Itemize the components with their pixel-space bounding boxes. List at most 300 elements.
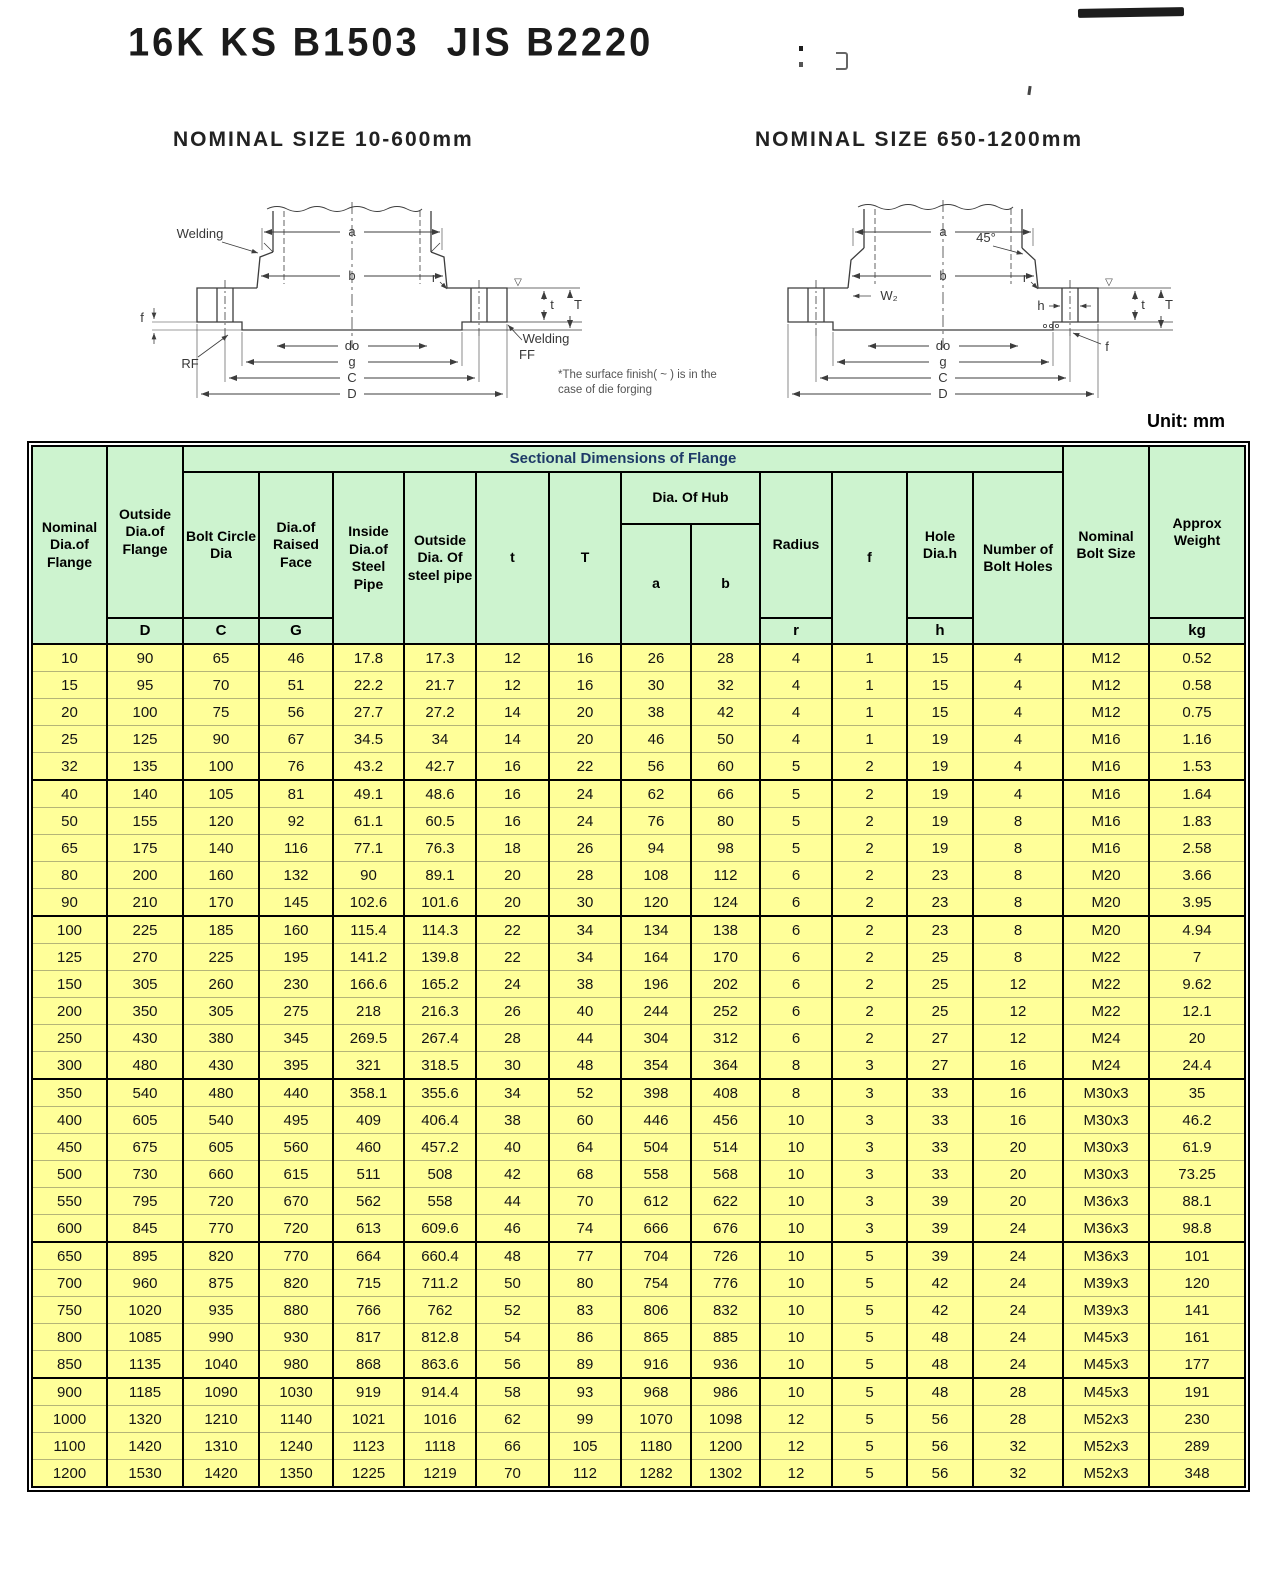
table-row xyxy=(32,1079,1245,1107)
table-cell: 61.9 xyxy=(1149,1134,1245,1161)
table-cell: 94 xyxy=(621,835,691,862)
table-cell: 66 xyxy=(691,780,760,808)
table-cell: 25 xyxy=(32,726,107,753)
table-cell: 12 xyxy=(476,644,549,672)
table-cell: 34 xyxy=(549,916,621,944)
table-cell: 318.5 xyxy=(404,1052,476,1080)
table-cell: 34 xyxy=(404,726,476,753)
table-cell: 1 xyxy=(832,726,907,753)
scan-artifact xyxy=(799,62,803,67)
table-cell: 50 xyxy=(691,726,760,753)
table-cell: 4 xyxy=(760,699,832,726)
table-cell: M24 xyxy=(1063,1025,1149,1052)
table-cell: 196 xyxy=(621,971,691,998)
table-cell: 24.4 xyxy=(1149,1052,1245,1080)
table-cell: 711.2 xyxy=(404,1270,476,1297)
table-cell: 935 xyxy=(183,1297,259,1324)
dim-h-label: h xyxy=(1037,298,1045,313)
table-cell: 12 xyxy=(476,672,549,699)
flange-drawing-small-sizes xyxy=(112,196,604,421)
table-cell: 766 xyxy=(333,1297,404,1324)
table-cell: 90 xyxy=(183,726,259,753)
table-cell: 230 xyxy=(1149,1406,1245,1433)
table-cell: 5 xyxy=(832,1297,907,1324)
table-cell: 1350 xyxy=(259,1460,333,1488)
table-cell: 6 xyxy=(760,862,832,889)
table-cell: 150 xyxy=(32,971,107,998)
table-cell: 568 xyxy=(691,1161,760,1188)
table-cell: 20 xyxy=(476,889,549,917)
table-row xyxy=(32,672,1245,699)
table-cell: 715 xyxy=(333,1270,404,1297)
table-cell: 164 xyxy=(621,944,691,971)
table-cell: 6 xyxy=(760,998,832,1025)
table-cell: 6 xyxy=(760,971,832,998)
table-cell: 225 xyxy=(183,944,259,971)
table-cell: 48 xyxy=(907,1378,973,1406)
table-cell: 750 xyxy=(32,1297,107,1324)
table-cell: 40 xyxy=(549,998,621,1025)
flange-drawing-large-sizes xyxy=(703,196,1195,421)
table-cell: 845 xyxy=(107,1215,183,1243)
table-cell: 4 xyxy=(973,672,1063,699)
table-cell: 125 xyxy=(32,944,107,971)
dim-f-label: f xyxy=(140,310,144,325)
table-cell: 35 xyxy=(1149,1079,1245,1107)
table-cell: 8 xyxy=(973,889,1063,917)
table-cell: 165.2 xyxy=(404,971,476,998)
table-cell: 138 xyxy=(691,916,760,944)
flange-dimension-table xyxy=(31,445,1246,1488)
table-cell: 66 xyxy=(476,1433,549,1460)
flange-table-frame xyxy=(27,441,1250,1492)
table-cell: 50 xyxy=(476,1270,549,1297)
table-cell: 600 xyxy=(32,1215,107,1243)
table-cell: 48 xyxy=(907,1351,973,1379)
table-cell: 16 xyxy=(476,808,549,835)
table-cell: 1530 xyxy=(107,1460,183,1488)
table-cell: 38 xyxy=(476,1107,549,1134)
table-row xyxy=(32,862,1245,889)
table-cell: 76 xyxy=(621,808,691,835)
table-cell: 10 xyxy=(760,1215,832,1243)
table-cell: 112 xyxy=(691,862,760,889)
table-cell: 269.5 xyxy=(333,1025,404,1052)
table-row xyxy=(32,1161,1245,1188)
table-cell: 267.4 xyxy=(404,1025,476,1052)
table-cell: 5 xyxy=(832,1242,907,1270)
table-cell: 101 xyxy=(1149,1242,1245,1270)
table-cell: 1016 xyxy=(404,1406,476,1433)
table-cell: 8 xyxy=(760,1079,832,1107)
table-cell: 550 xyxy=(32,1188,107,1215)
table-cell: 38 xyxy=(621,699,691,726)
table-cell: 1140 xyxy=(259,1406,333,1433)
dim-c-label: C xyxy=(938,370,948,385)
table-cell: 613 xyxy=(333,1215,404,1243)
dim-f-label: f xyxy=(1105,339,1109,354)
table-cell: 16 xyxy=(549,644,621,672)
table-row xyxy=(32,889,1245,917)
table-cell: 141.2 xyxy=(333,944,404,971)
table-cell: 500 xyxy=(32,1161,107,1188)
table-row xyxy=(32,753,1245,781)
table-cell: 795 xyxy=(107,1188,183,1215)
table-cell: 77.1 xyxy=(333,835,404,862)
table-cell: 108 xyxy=(621,862,691,889)
table-cell: 177 xyxy=(1149,1351,1245,1379)
table-cell: M16 xyxy=(1063,780,1149,808)
table-cell: 30 xyxy=(476,1052,549,1080)
scan-artifact xyxy=(799,46,803,51)
table-cell: 20 xyxy=(32,699,107,726)
table-cell: 5 xyxy=(832,1433,907,1460)
table-cell: 776 xyxy=(691,1270,760,1297)
col-header-hole-dia: Hole Dia.h xyxy=(907,472,973,618)
table-cell: 49.1 xyxy=(333,780,404,808)
table-cell: 12 xyxy=(760,1460,832,1488)
table-cell: 4 xyxy=(973,644,1063,672)
dim-g-label: g xyxy=(939,354,947,369)
table-cell: 51 xyxy=(259,672,333,699)
dim-b-label: b xyxy=(348,268,356,283)
table-cell: 450 xyxy=(32,1134,107,1161)
table-cell: 1 xyxy=(832,644,907,672)
table-cell: 1200 xyxy=(32,1460,107,1488)
table-cell: 32 xyxy=(973,1460,1063,1488)
table-cell: 44 xyxy=(549,1025,621,1052)
table-cell: 5 xyxy=(760,808,832,835)
table-cell: M24 xyxy=(1063,1052,1149,1080)
table-cell: 812.8 xyxy=(404,1324,476,1351)
table-cell: 46.2 xyxy=(1149,1107,1245,1134)
table-cell: 114.3 xyxy=(404,916,476,944)
table-cell: M12 xyxy=(1063,672,1149,699)
table-cell: 6 xyxy=(760,944,832,971)
table-cell: 200 xyxy=(107,862,183,889)
table-cell: 33 xyxy=(907,1161,973,1188)
table-cell: 2 xyxy=(832,1025,907,1052)
dim-b-label: b xyxy=(939,268,947,283)
table-row xyxy=(32,1406,1245,1433)
table-cell: 16 xyxy=(973,1107,1063,1134)
table-cell: 20 xyxy=(549,726,621,753)
dim-T-label: T xyxy=(1165,297,1173,312)
table-cell: 622 xyxy=(691,1188,760,1215)
table-row xyxy=(32,1215,1245,1243)
table-cell: 20 xyxy=(973,1188,1063,1215)
table-cell: 210 xyxy=(107,889,183,917)
table-cell: 408 xyxy=(691,1079,760,1107)
table-cell: 27.7 xyxy=(333,699,404,726)
table-cell: 92 xyxy=(259,808,333,835)
table-cell: 762 xyxy=(404,1297,476,1324)
table-cell: 73.25 xyxy=(1149,1161,1245,1188)
table-cell: 612 xyxy=(621,1188,691,1215)
table-cell: 175 xyxy=(107,835,183,862)
table-cell: 225 xyxy=(107,916,183,944)
table-cell: 56 xyxy=(259,699,333,726)
table-cell: 4 xyxy=(973,699,1063,726)
table-cell: 202 xyxy=(691,971,760,998)
table-cell: 1210 xyxy=(183,1406,259,1433)
table-cell: 14 xyxy=(476,726,549,753)
table-cell: 863.6 xyxy=(404,1351,476,1379)
table-cell: 1282 xyxy=(621,1460,691,1488)
dim-T-label: T xyxy=(574,297,582,312)
table-cell: 4 xyxy=(760,644,832,672)
table-cell: 3.66 xyxy=(1149,862,1245,889)
table-cell: 65 xyxy=(32,835,107,862)
table-cell: 23 xyxy=(907,889,973,917)
table-cell: 700 xyxy=(32,1270,107,1297)
table-cell: 609.6 xyxy=(404,1215,476,1243)
table-cell: 3 xyxy=(832,1134,907,1161)
table-cell: 17.8 xyxy=(333,644,404,672)
table-cell: 17.3 xyxy=(404,644,476,672)
table-row xyxy=(32,944,1245,971)
table-cell: M30x3 xyxy=(1063,1161,1149,1188)
table-cell: 39 xyxy=(907,1188,973,1215)
table-cell: 28 xyxy=(973,1378,1063,1406)
table-cell: 260 xyxy=(183,971,259,998)
table-cell: 20 xyxy=(549,699,621,726)
table-cell: 70 xyxy=(183,672,259,699)
table-cell: 398 xyxy=(621,1079,691,1107)
col-header-dia-of-hub: Dia. Of Hub xyxy=(621,472,760,524)
dim-r-label: r xyxy=(1022,270,1028,285)
table-cell: 48 xyxy=(907,1324,973,1351)
table-cell: 6 xyxy=(760,1025,832,1052)
table-cell: 5 xyxy=(832,1460,907,1488)
table-cell: 495 xyxy=(259,1107,333,1134)
table-cell: 990 xyxy=(183,1324,259,1351)
table-cell: 23 xyxy=(907,862,973,889)
table-cell: 24 xyxy=(549,780,621,808)
table-cell: 24 xyxy=(973,1297,1063,1324)
table-cell: 660 xyxy=(183,1161,259,1188)
table-cell: 10 xyxy=(32,644,107,672)
table-cell: 42 xyxy=(691,699,760,726)
table-cell: M45x3 xyxy=(1063,1378,1149,1406)
table-cell: 5 xyxy=(832,1406,907,1433)
table-cell: M12 xyxy=(1063,699,1149,726)
table-cell: 800 xyxy=(32,1324,107,1351)
table-cell: 25 xyxy=(907,971,973,998)
table-cell: 112 xyxy=(549,1460,621,1488)
table-row xyxy=(32,1134,1245,1161)
table-row xyxy=(32,1460,1245,1488)
table-cell: 20 xyxy=(973,1134,1063,1161)
table-cell: 1030 xyxy=(259,1378,333,1406)
table-cell: 135 xyxy=(107,753,183,781)
table-cell: 364 xyxy=(691,1052,760,1080)
letter-h: h xyxy=(907,618,973,644)
dim-w2-label: W₂ xyxy=(880,288,898,303)
table-cell: 28 xyxy=(691,644,760,672)
table-cell: 38 xyxy=(549,971,621,998)
table-cell: 80 xyxy=(691,808,760,835)
table-cell: 33 xyxy=(907,1134,973,1161)
table-cell: 195 xyxy=(259,944,333,971)
table-cell: 865 xyxy=(621,1324,691,1351)
table-cell: 105 xyxy=(183,780,259,808)
table-cell: 90 xyxy=(333,862,404,889)
table-cell: 52 xyxy=(476,1297,549,1324)
table-cell: 270 xyxy=(107,944,183,971)
table-cell: 1.53 xyxy=(1149,753,1245,781)
table-cell: 120 xyxy=(621,889,691,917)
table-cell: 10 xyxy=(760,1270,832,1297)
table-cell: 832 xyxy=(691,1297,760,1324)
letter-C: C xyxy=(183,618,259,644)
table-cell: 26 xyxy=(621,644,691,672)
table-cell: 22 xyxy=(476,944,549,971)
table-row xyxy=(32,780,1245,808)
table-row xyxy=(32,1433,1245,1460)
table-cell: 820 xyxy=(183,1242,259,1270)
table-cell: 1070 xyxy=(621,1406,691,1433)
table-cell: 1118 xyxy=(404,1433,476,1460)
table-cell: 120 xyxy=(1149,1270,1245,1297)
table-cell: 460 xyxy=(333,1134,404,1161)
table-cell: 817 xyxy=(333,1324,404,1351)
table-cell: 10 xyxy=(760,1161,832,1188)
table-cell: 185 xyxy=(183,916,259,944)
table-row xyxy=(32,1052,1245,1080)
table-cell: 1.16 xyxy=(1149,726,1245,753)
table-cell: 1302 xyxy=(691,1460,760,1488)
table-cell: 540 xyxy=(107,1079,183,1107)
table-cell: 120 xyxy=(183,808,259,835)
table-cell: M20 xyxy=(1063,862,1149,889)
table-cell: 1 xyxy=(832,672,907,699)
table-cell: 19 xyxy=(907,808,973,835)
dim-g-label: g xyxy=(348,354,356,369)
table-cell: 140 xyxy=(183,835,259,862)
table-cell: 64 xyxy=(549,1134,621,1161)
table-cell: 56 xyxy=(907,1406,973,1433)
table-cell: 558 xyxy=(621,1161,691,1188)
table-cell: 2 xyxy=(832,944,907,971)
table-cell: 350 xyxy=(32,1079,107,1107)
table-cell: 27 xyxy=(907,1025,973,1052)
table-cell: M30x3 xyxy=(1063,1079,1149,1107)
table-cell: 46 xyxy=(476,1215,549,1243)
dim-a-label: a xyxy=(348,224,356,239)
table-cell: 305 xyxy=(107,971,183,998)
table-cell: 42 xyxy=(907,1270,973,1297)
table-cell: 80 xyxy=(549,1270,621,1297)
table-cell: 34 xyxy=(476,1079,549,1107)
table-cell: 98.8 xyxy=(1149,1215,1245,1243)
table-cell: 56 xyxy=(907,1433,973,1460)
table-cell: M52x3 xyxy=(1063,1433,1149,1460)
table-cell: 20 xyxy=(476,862,549,889)
table-cell: 914.4 xyxy=(404,1378,476,1406)
table-cell: 895 xyxy=(107,1242,183,1270)
table-cell: 23 xyxy=(907,916,973,944)
table-cell: 24 xyxy=(973,1324,1063,1351)
subtitle-small-sizes: NOMINAL SIZE 10-600mm xyxy=(173,128,474,151)
table-cell: 27.2 xyxy=(404,699,476,726)
table-cell: 2.58 xyxy=(1149,835,1245,862)
table-cell: 1320 xyxy=(107,1406,183,1433)
table-cell: 70 xyxy=(476,1460,549,1488)
table-cell: 480 xyxy=(107,1052,183,1080)
table-cell: 22 xyxy=(549,753,621,781)
table-cell: M45x3 xyxy=(1063,1351,1149,1379)
table-cell: 289 xyxy=(1149,1433,1245,1460)
table-cell: 5 xyxy=(760,835,832,862)
table-cell: 39 xyxy=(907,1242,973,1270)
table-cell: 456 xyxy=(691,1107,760,1134)
table-cell: 5 xyxy=(832,1351,907,1379)
table-cell: 650 xyxy=(32,1242,107,1270)
table-cell: 12 xyxy=(973,1025,1063,1052)
table-cell: 132 xyxy=(259,862,333,889)
table-cell: 98 xyxy=(691,835,760,862)
table-cell: 12 xyxy=(760,1406,832,1433)
table-row xyxy=(32,1107,1245,1134)
table-cell: 32 xyxy=(973,1433,1063,1460)
table-cell: 5 xyxy=(832,1378,907,1406)
table-cell: 22 xyxy=(476,916,549,944)
table-cell: 81 xyxy=(259,780,333,808)
table-cell: 8 xyxy=(973,944,1063,971)
table-cell: 8 xyxy=(973,916,1063,944)
table-cell: 358.1 xyxy=(333,1079,404,1107)
table-cell: 34 xyxy=(549,944,621,971)
table-cell: M12 xyxy=(1063,644,1149,672)
table-cell: 480 xyxy=(183,1079,259,1107)
table-cell: 252 xyxy=(691,998,760,1025)
table-cell: M30x3 xyxy=(1063,1134,1149,1161)
table-row xyxy=(32,808,1245,835)
table-cell: 88.1 xyxy=(1149,1188,1245,1215)
table-cell: 916 xyxy=(621,1351,691,1379)
scan-artifact xyxy=(1078,7,1184,18)
table-cell: 10 xyxy=(760,1107,832,1134)
table-cell: 56 xyxy=(621,753,691,781)
table-cell: 24 xyxy=(973,1215,1063,1243)
table-cell: 134 xyxy=(621,916,691,944)
table-cell: 28 xyxy=(549,862,621,889)
table-cell: 885 xyxy=(691,1324,760,1351)
table-cell: 670 xyxy=(259,1188,333,1215)
dim-t-label: t xyxy=(1141,297,1145,312)
table-cell: M16 xyxy=(1063,726,1149,753)
table-cell: 936 xyxy=(691,1351,760,1379)
table-cell: 9.62 xyxy=(1149,971,1245,998)
letter-r: r xyxy=(760,618,832,644)
table-cell: 3 xyxy=(832,1107,907,1134)
table-row xyxy=(32,835,1245,862)
table-cell: 52 xyxy=(549,1079,621,1107)
table-cell: 100 xyxy=(107,699,183,726)
table-cell: 46 xyxy=(621,726,691,753)
table-row xyxy=(32,1351,1245,1379)
table-cell: 10 xyxy=(760,1134,832,1161)
unit-label: Unit: mm xyxy=(1147,411,1225,431)
col-header-T: T xyxy=(549,472,621,644)
table-cell: 18 xyxy=(476,835,549,862)
letter-G: G xyxy=(259,618,333,644)
table-cell: 61.1 xyxy=(333,808,404,835)
table-cell: 726 xyxy=(691,1242,760,1270)
table-cell: 70 xyxy=(549,1188,621,1215)
table-cell: 170 xyxy=(691,944,760,971)
